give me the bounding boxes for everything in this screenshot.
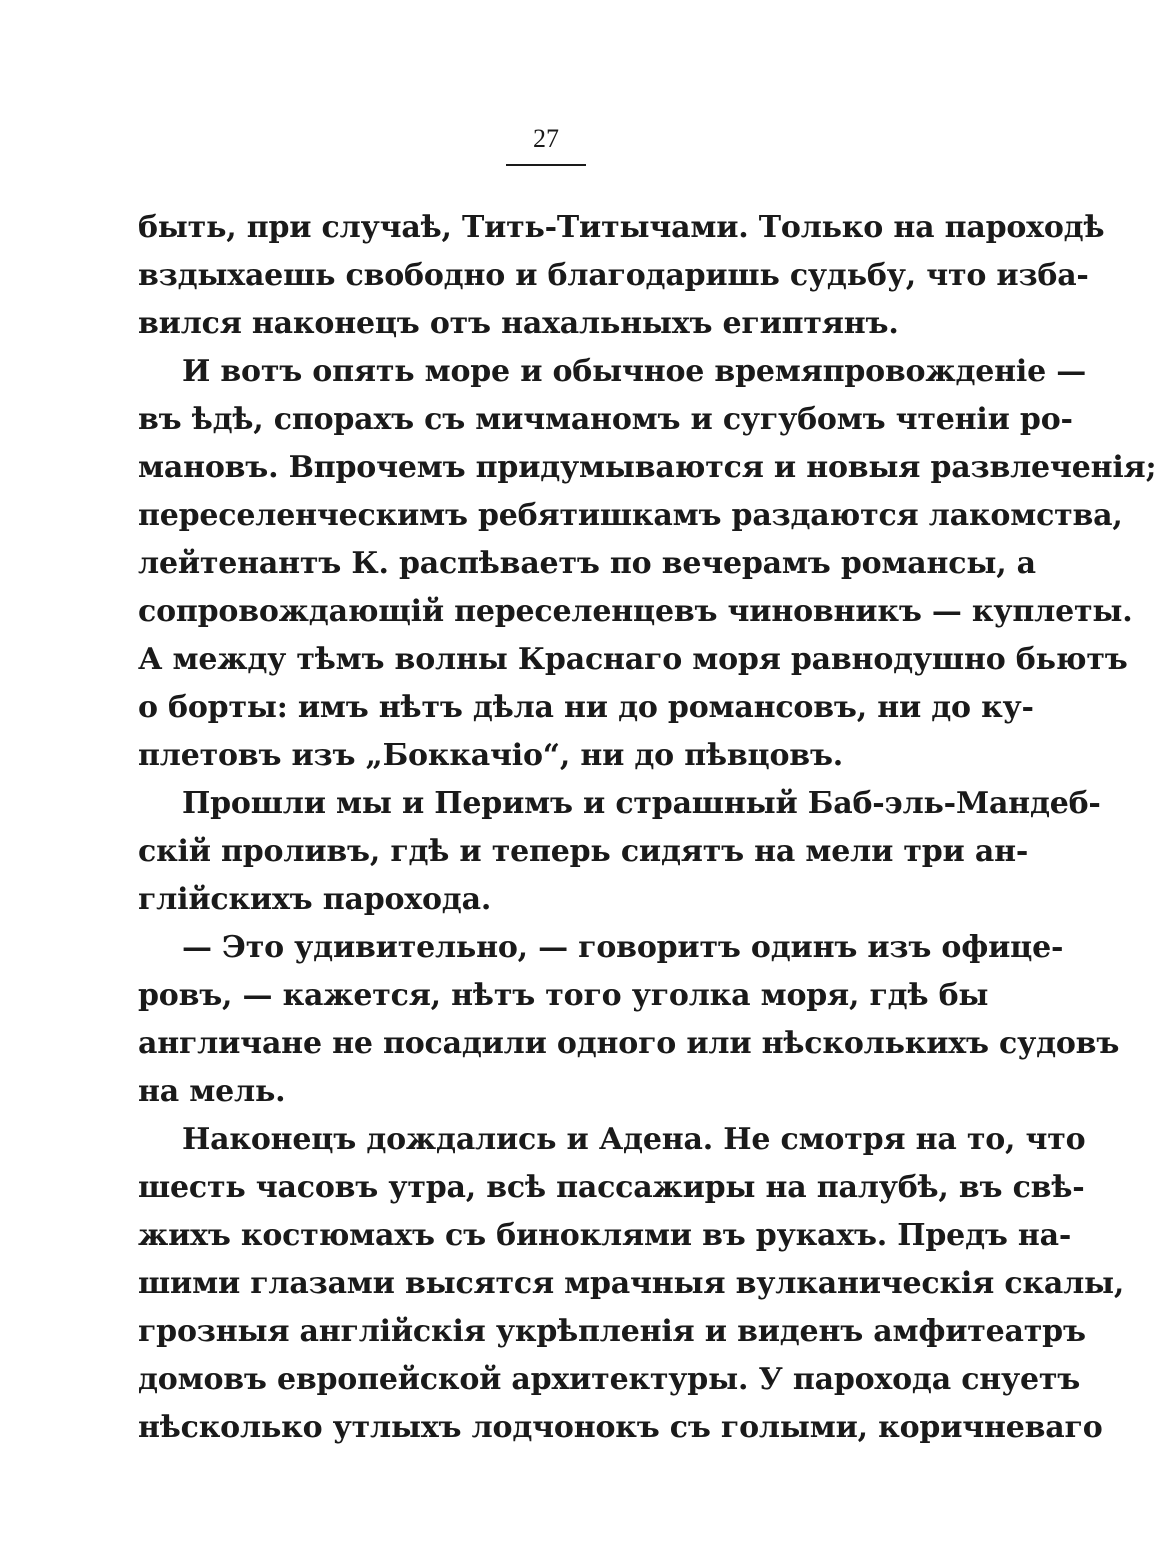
text-line: нѣсколько утлыхъ лодчонокъ съ голыми, коричневаго bbox=[138, 1410, 1103, 1445]
text-line: Прошли мы и Перимъ и страшный Баб-эль-Мандеб- bbox=[182, 786, 1101, 821]
text-line: переселенческимъ ребятишкамъ раздаются лакомства, bbox=[138, 498, 1123, 533]
text-line: вился наконецъ отъ нахальныхъ египтянъ. bbox=[138, 306, 899, 341]
paragraph bbox=[138, 348, 1156, 780]
text-line: на мель. bbox=[138, 1074, 286, 1109]
paragraph bbox=[138, 780, 1101, 924]
paragraph bbox=[138, 924, 1120, 1116]
text-line: быть, при случаѣ, Тить-Титычами. Только на пароходѣ bbox=[138, 210, 1105, 245]
body-text bbox=[138, 204, 1156, 1452]
text-line: мановъ. Впрочемъ придумываются и новыя развлеченія; bbox=[138, 450, 1156, 485]
text-line: жихъ костюмахъ съ биноклями въ рукахъ. Предъ на- bbox=[138, 1218, 1072, 1253]
paragraph bbox=[138, 204, 1105, 348]
text-line: въ ѣдѣ, спорахъ съ мичманомъ и сугубомъ чтеніи ро- bbox=[138, 402, 1073, 437]
text-line: англичане не посадили одного или нѣсколькихъ судовъ bbox=[138, 1026, 1120, 1061]
text-line: Наконецъ дождались и Адена. Не смотря на то, что bbox=[182, 1122, 1086, 1157]
text-line: шесть часовъ утра, всѣ пассажиры на палубѣ, въ свѣ- bbox=[138, 1170, 1085, 1205]
text-line: А между тѣмъ волны Краснаго моря равнодушно бьютъ bbox=[138, 642, 1128, 677]
text-line: ровъ, — кажется, нѣтъ того уголка моря, гдѣ бы bbox=[138, 978, 989, 1013]
text-line: скій проливъ, гдѣ и теперь сидятъ на мели три ан- bbox=[138, 834, 1029, 869]
text-line: сопровождающій переселенцевъ чиновникъ — куплеты. bbox=[138, 594, 1133, 629]
text-line: домовъ европейской архитектуры. У парохода снуетъ bbox=[138, 1362, 1081, 1397]
page-number-rule bbox=[506, 164, 586, 166]
text-line: шими глазами высятся мрачныя вулканическія скалы, bbox=[138, 1266, 1125, 1301]
text-line: глійскихъ парохода. bbox=[138, 882, 492, 917]
text-line: вздыхаешь свободно и благодаришь судьбу, что изба- bbox=[138, 258, 1089, 293]
paragraph bbox=[138, 1116, 1125, 1452]
text-line: И вотъ опять море и обычное времяпровожденіе — bbox=[182, 354, 1087, 389]
text-line: о борты: имъ нѣтъ дѣла ни до романсовъ, ни до ку- bbox=[138, 690, 1034, 725]
page-number: 27 bbox=[533, 124, 559, 153]
text-line: — Это удивительно, — говоритъ одинъ изъ офице- bbox=[182, 930, 1064, 965]
text-line: плетовъ изъ „Боккачіо“, ни до пѣвцовъ. bbox=[138, 738, 844, 773]
text-line: грозныя англійскія укрѣпленія и виденъ амфитеатръ bbox=[138, 1314, 1086, 1349]
text-line: лейтенантъ К. распѣваетъ по вечерамъ романсы, а bbox=[138, 546, 1036, 581]
